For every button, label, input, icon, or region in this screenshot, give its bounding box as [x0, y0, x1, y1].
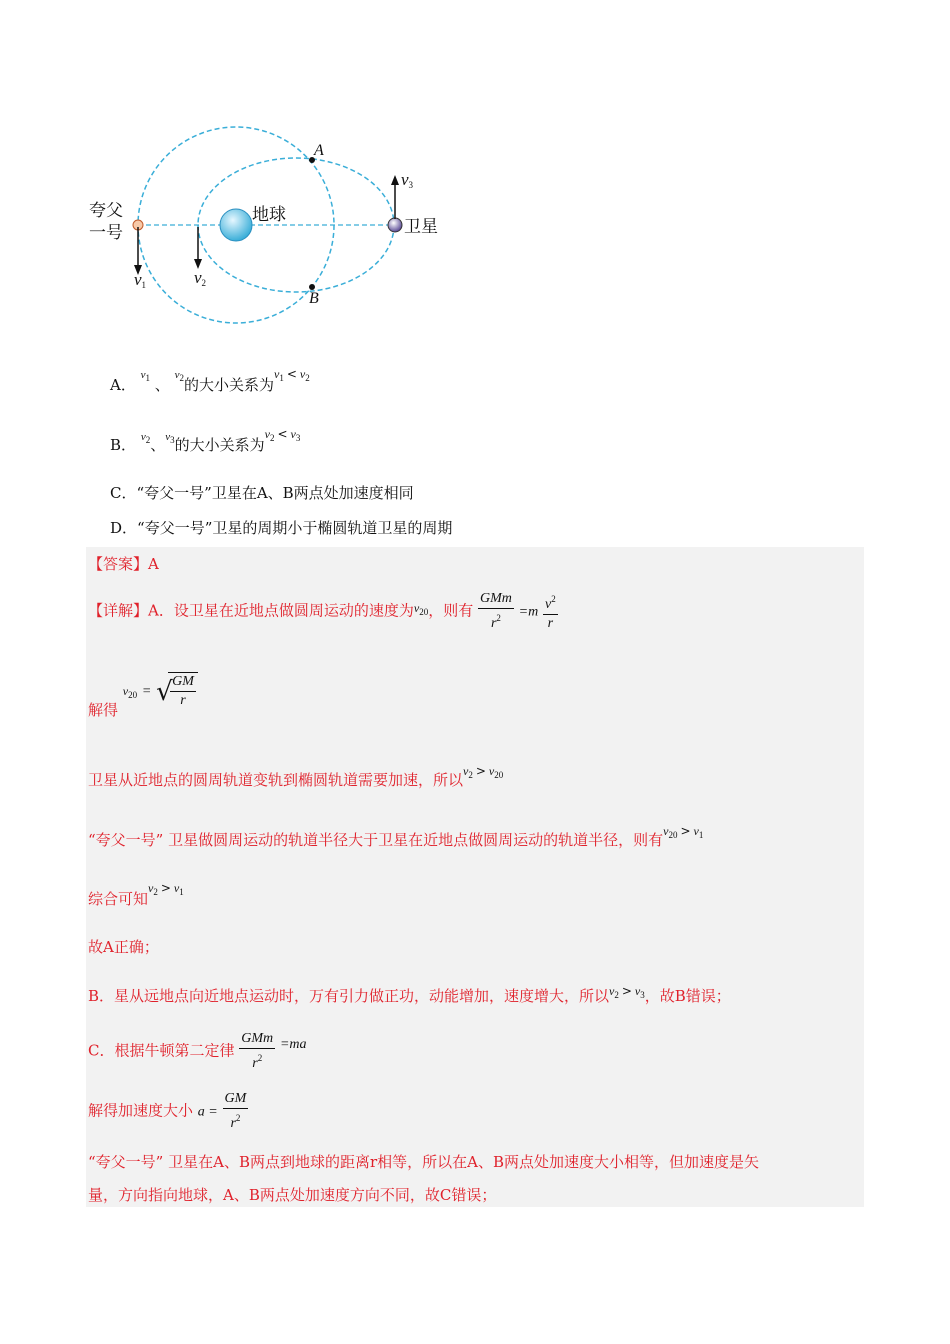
point-b-label: B: [309, 290, 319, 307]
v1-label: $v_1$: [134, 270, 147, 290]
earth-label: 地球: [252, 205, 286, 225]
detail-line-8: C．根据牛顿第二定律 $\frac{\text{GMm}}{r^2}$ =ma: [88, 1031, 307, 1071]
kuafu-label: 夸父 一号: [89, 201, 123, 243]
option-a: A． $^{v_1}$ 、 $^{v_2}$的大小关系为$^{v_1 < v_2}$: [110, 367, 310, 394]
satellite-label: 卫星: [404, 217, 438, 237]
option-c: C．“夸父一号”卫星在A、B两点处加速度相同: [110, 484, 414, 502]
detail-line-9: 解得加速度大小 a = $\frac{GM}{r^2}$: [88, 1091, 247, 1131]
satellite-dot: [388, 218, 402, 232]
detail-line-6: 故A正确；: [88, 938, 159, 956]
earth: [220, 209, 252, 241]
detail-line-4: “夸父一号” 卫星做圆周运动的轨道半径大于卫星在近地点做圆周运动的轨道半径，则有$^{v_{20} > v_1}$: [88, 824, 704, 849]
detail-line-1: 【详解】A．设卫星在近地点做圆周运动的速度为$^{v_{20}}$，则有 $\frac{\text{GMm}}{r^2}$ =m $\frac{v^2}{r}$: [88, 591, 556, 631]
point-a-label: A: [314, 142, 324, 159]
detail-line-5: 综合可知$^{v_2 > v_1}$: [88, 881, 184, 908]
v3-label: $v_3$: [401, 170, 414, 190]
answer-label: 【答案】A: [88, 555, 159, 573]
detail-line-3: 卫星从近地点的圆周轨道变轨到椭圆轨道需要加速，所以$^{v_2 > v_{20}}$: [88, 764, 504, 789]
option-d: D．“夸父一号”卫星的周期小于椭圆轨道卫星的周期: [110, 519, 453, 537]
detail-line-10: “夸父一号” 卫星在A、B两点到地球的距离r相等，所以在A、B两点处加速度大小相等，但加速度是矢: [88, 1153, 759, 1171]
detail-line-2: 解得 $v_{20}$ = √ $\frac{GM}{r}$: [88, 672, 198, 710]
detail-line-11: 量，方向指向地球，A、B两点处加速度方向不同，故C错误；: [88, 1186, 497, 1204]
detail-line-7: B．星从远地点向近地点运动时，万有引力做正功，动能增加，速度增大，所以$^{v_2 > v_3}$，故B错误；: [88, 984, 731, 1005]
option-b: B． $^{v_2}$、$^{v_3}$的大小关系为$^{v_2 < v_3}$: [110, 427, 301, 454]
orbit-diagram: [80, 115, 460, 340]
v2-label: $v_2$: [194, 268, 207, 288]
